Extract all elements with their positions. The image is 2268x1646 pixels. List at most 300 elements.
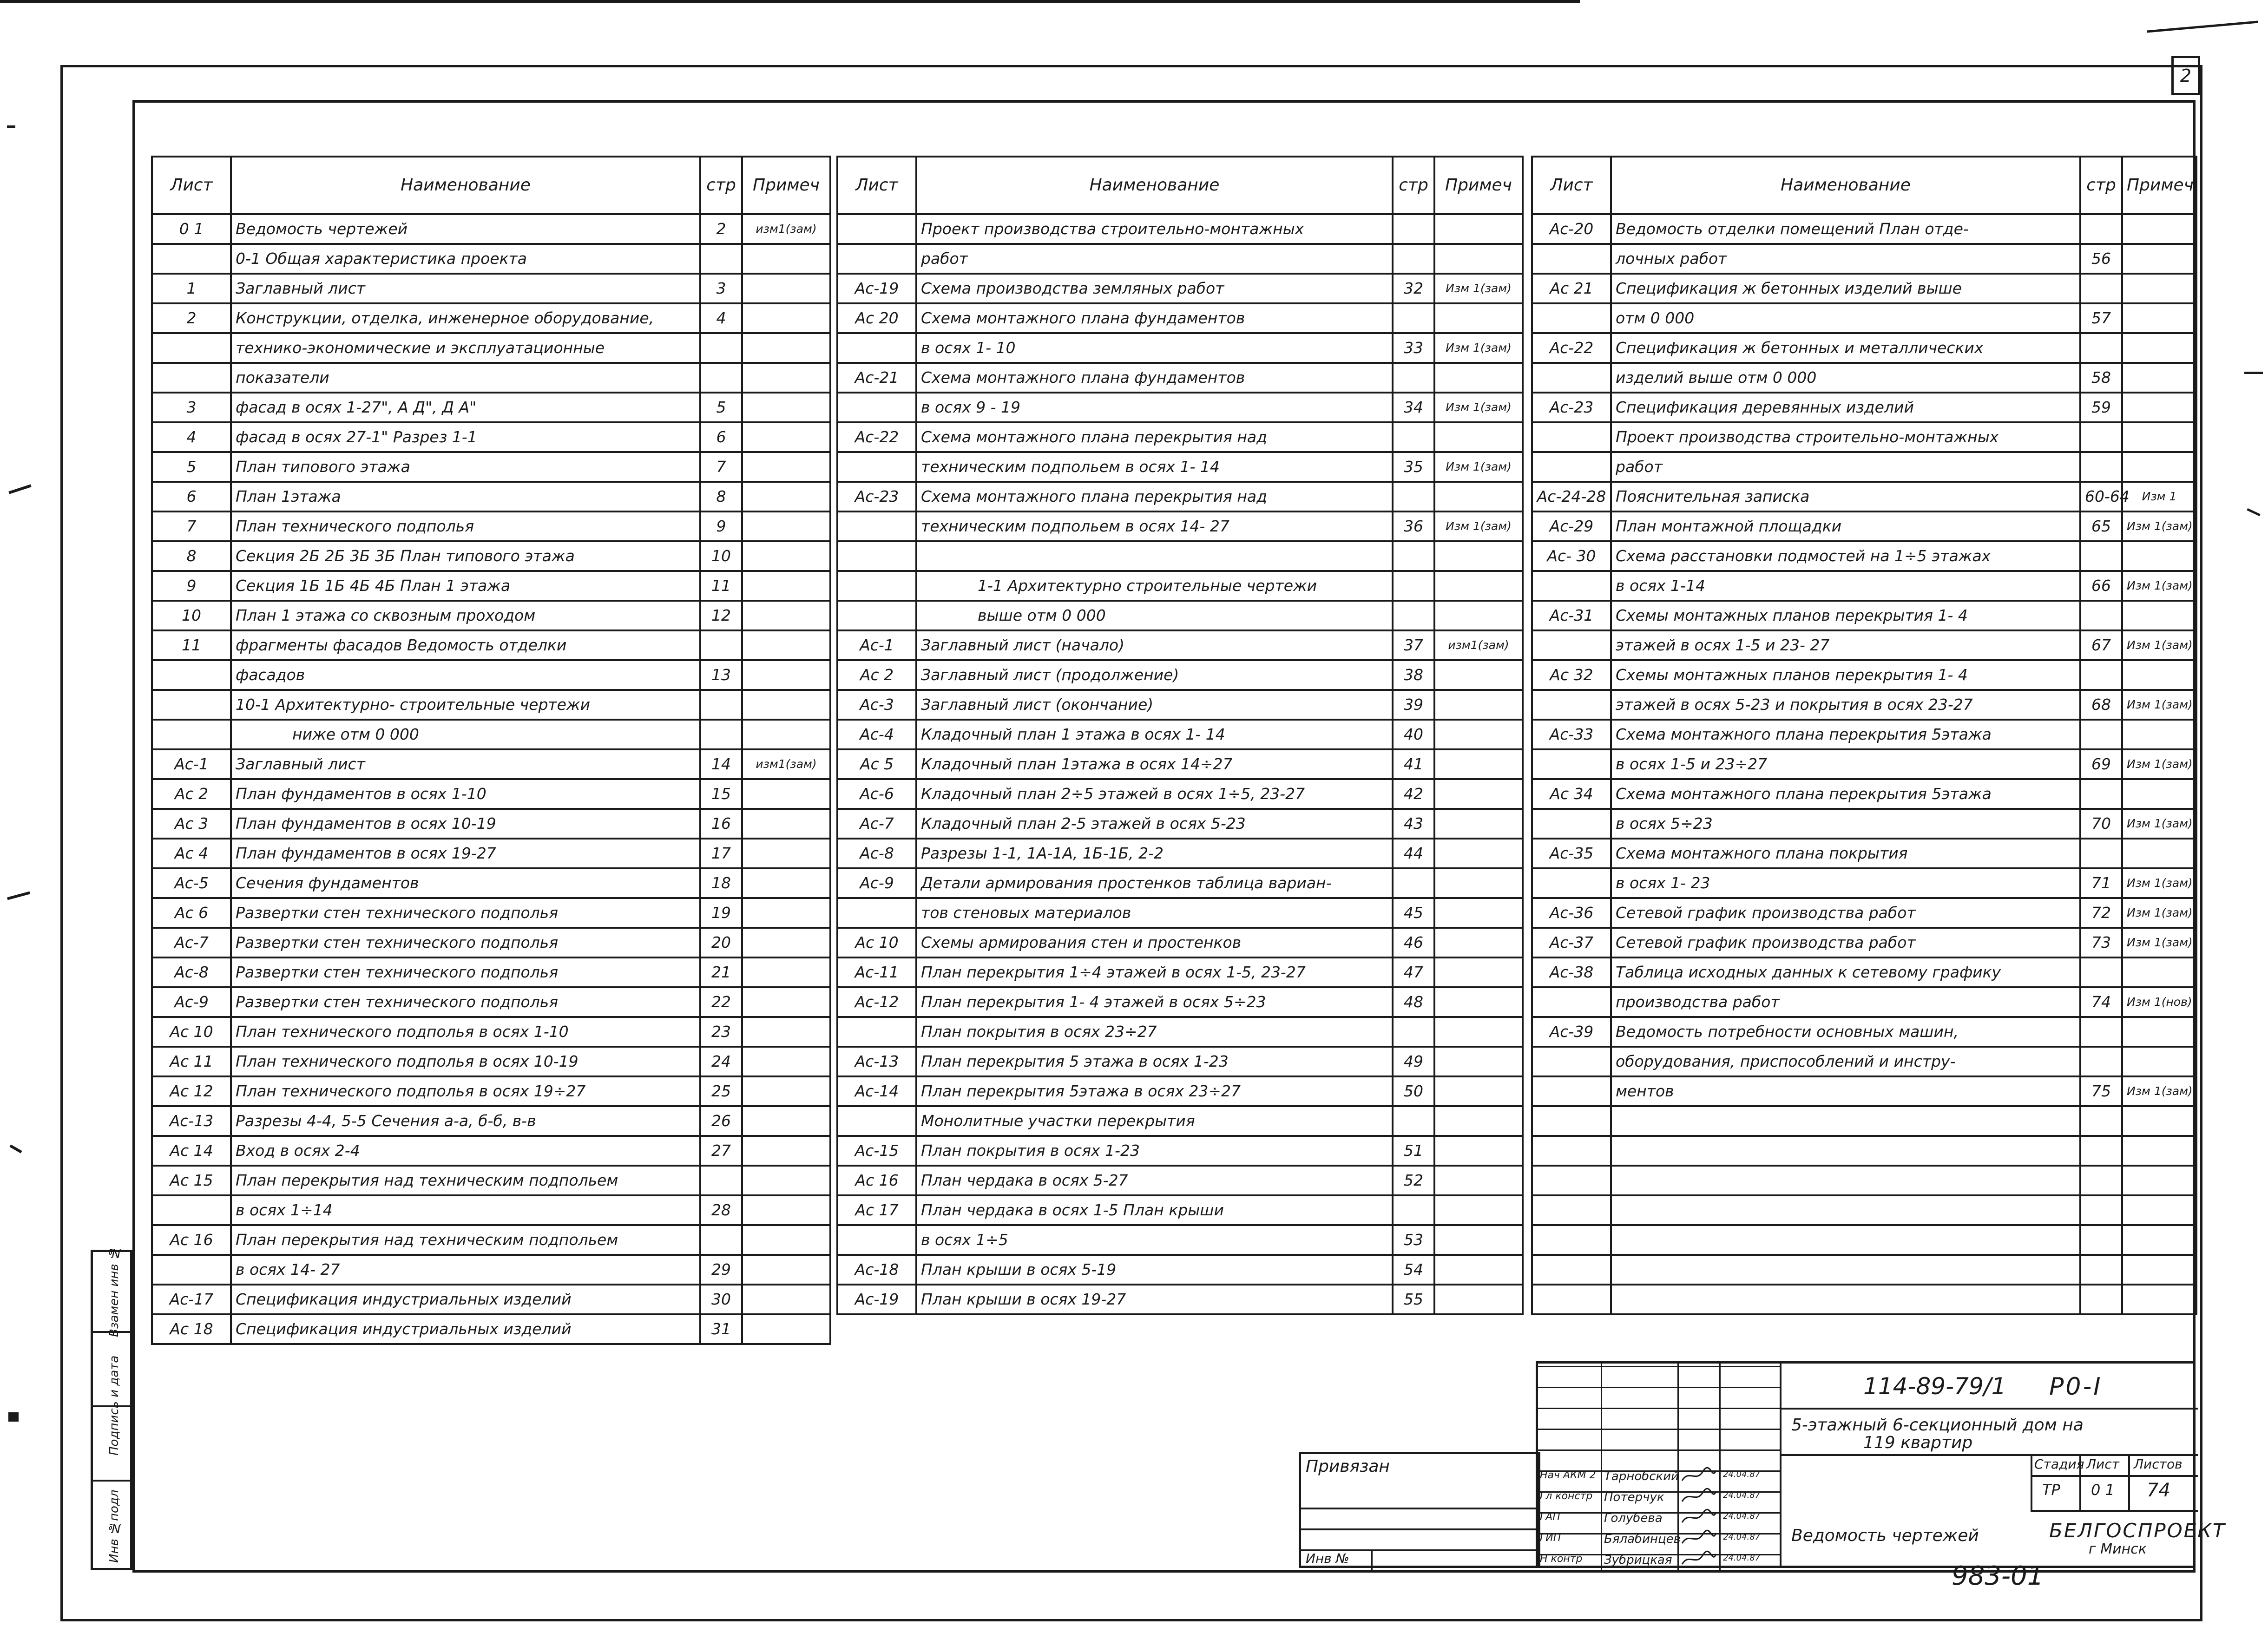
sheet-name-cell: План чердака в осях 1-5 План крыши [916, 1195, 1393, 1225]
sheet-number-cell: Ас-6 [837, 779, 916, 809]
page-number-cell [2080, 839, 2122, 868]
page-number-cell [2080, 660, 2122, 690]
sheet-name-cell: Кладочный план 2÷5 этажей в осях 1÷5, 23-27 [916, 779, 1393, 809]
table-row [152, 868, 830, 898]
sheet-label: Лист [2086, 1456, 2119, 1472]
page-number-cell: 59 [2080, 393, 2122, 422]
page-number-cell: 56 [2080, 244, 2122, 274]
scan-mark-left-1 [7, 125, 15, 128]
page-number-cell: 74 [2080, 987, 2122, 1017]
sheet-name-cell: ментов [1611, 1076, 2080, 1106]
page-number-cell: 28 [700, 1195, 742, 1225]
header-sheet: Лист [152, 157, 231, 214]
sheet-name-cell: План типового этажа [231, 452, 700, 482]
sheet-name-cell: работ [916, 244, 1393, 274]
sheet-name-cell: Схема монтажного плана перекрытия над [916, 422, 1393, 452]
note-cell [742, 303, 830, 333]
note-cell [742, 809, 830, 839]
sheet-name-cell: План технического подполья в осях 1-10 [231, 1017, 700, 1047]
binding-strip [91, 1246, 132, 1570]
sheet-number-cell: Ас 10 [152, 1017, 231, 1047]
sheet-number-cell: Ас 21 [1532, 274, 1611, 303]
note-cell: Изм 1 [2122, 482, 2196, 512]
sheet-name-cell: План крыши в осях 5-19 [916, 1255, 1393, 1285]
inv-no-label: Инв № [1306, 1551, 1349, 1566]
scan-mark-left-4 [9, 1144, 22, 1153]
header-page: стр [2080, 157, 2122, 214]
note-cell [742, 779, 830, 809]
note-cell [742, 363, 830, 393]
sheet-name-cell: План перекрытия 1÷4 этажей в осях 1-5, 23-27 [916, 957, 1393, 987]
table-row [152, 214, 830, 244]
sheet-name-cell: План технического подполья в осях 10-19 [231, 1047, 700, 1076]
sheet-name-cell: Развертки стен технического подполья [231, 957, 700, 987]
sheet-number-cell: Ас-19 [837, 274, 916, 303]
table-row [152, 928, 830, 957]
table-row [152, 482, 830, 512]
sheet-number-cell: Ас 3 [152, 809, 231, 839]
sheet-name-cell: Проект производства строительно-монтажных [1611, 422, 2080, 452]
note-cell [1434, 720, 1523, 749]
page-number-cell [2080, 1166, 2122, 1195]
sheet-name-cell: в осях 14- 27 [231, 1255, 700, 1285]
sheet-name-cell: Монолитные участки перекрытия [916, 1106, 1393, 1136]
note-cell [1434, 1255, 1523, 1285]
sheet-name-cell [1611, 1106, 2080, 1136]
title-block [1536, 1361, 2226, 1568]
note-cell [742, 720, 830, 749]
page-number-cell [700, 720, 742, 749]
sheet-number-cell [152, 333, 231, 363]
grid-line [2031, 1454, 2032, 1510]
table-row [837, 839, 1523, 868]
page-number-cell: 54 [1393, 1255, 1434, 1285]
sheet-name-cell: Сечения фундаментов [231, 868, 700, 898]
page-number-cell: 70 [2080, 809, 2122, 839]
grid-line [2031, 1475, 2198, 1477]
table-row [837, 422, 1523, 452]
sheet-name-cell: План технического подполья в осях 19÷27 [231, 1076, 700, 1106]
privyazan-label: Привязан [1306, 1457, 1390, 1476]
sheet-name-cell: План фундаментов в осях 19-27 [231, 839, 700, 868]
table-row [152, 957, 830, 987]
table-row [1532, 1136, 2196, 1166]
table-row [1532, 928, 2196, 957]
sheet-name-cell: Пояснительная записка [1611, 482, 2080, 512]
note-cell [2122, 1166, 2196, 1195]
sheet-number-cell [1532, 749, 1611, 779]
sheet-name-cell: План крыши в осях 19-27 [916, 1285, 1393, 1314]
note-cell: Изм 1(зам) [2122, 928, 2196, 957]
table-row [1532, 601, 2196, 630]
sheet-number-cell: Ас 15 [152, 1166, 231, 1195]
page-number-cell: 35 [1393, 452, 1434, 482]
page-number-cell: 29 [700, 1255, 742, 1285]
sheet-name-cell: Развертки стен технического подполья [231, 898, 700, 928]
sheet-number-cell: Ас 11 [152, 1047, 231, 1076]
table-row [837, 244, 1523, 274]
page-number-cell [1393, 482, 1434, 512]
sheet-name-cell: Схема монтажного плана перекрытия 5этажа [1611, 720, 2080, 749]
project-title-line-1: 5-этажный 6-секционный дом на [1791, 1416, 2084, 1435]
sheet-number-cell: Ас-38 [1532, 957, 1611, 987]
table-row [152, 244, 830, 274]
page-number-cell [1393, 303, 1434, 333]
page-number-cell [1393, 244, 1434, 274]
table-row [837, 1195, 1523, 1225]
table-row [152, 660, 830, 690]
sheet-number-cell: 0 1 [152, 214, 231, 244]
sheet-name-cell: Развертки стен технического подполья [231, 928, 700, 957]
table-row [152, 1136, 830, 1166]
sheet-name-cell [1611, 1166, 2080, 1195]
table-row [152, 630, 830, 660]
sheet-name-cell: Спецификация индустриальных изделий [231, 1285, 700, 1314]
drawings-table-3 [1531, 156, 2197, 1315]
sheet-number-cell [837, 601, 916, 630]
sheet-name-cell: План чердака в осях 5-27 [916, 1166, 1393, 1195]
note-cell [2122, 1136, 2196, 1166]
signer-role: ГАП [1540, 1511, 1560, 1523]
note-cell [742, 422, 830, 452]
table-row [837, 1017, 1523, 1047]
note-cell [2122, 393, 2196, 422]
note-cell [1434, 1195, 1523, 1225]
table-row [1532, 839, 2196, 868]
project-title-line-2: 119 квартир [1863, 1433, 1973, 1452]
note-cell [2122, 303, 2196, 333]
page-number-cell: 47 [1393, 957, 1434, 987]
note-cell [742, 452, 830, 482]
signer-name: Тарнобский [1604, 1469, 1679, 1483]
drawings-table-1 [151, 156, 831, 1345]
note-cell [742, 393, 830, 422]
sheet-number-cell [1532, 809, 1611, 839]
note-cell [2122, 422, 2196, 452]
note-cell [2122, 452, 2196, 482]
header-page: стр [700, 157, 742, 214]
table-row [837, 1076, 1523, 1106]
grid-line [1719, 1364, 1721, 1570]
table-row [837, 303, 1523, 333]
table-row [152, 1106, 830, 1136]
page-number-cell: 46 [1393, 928, 1434, 957]
table-row [152, 452, 830, 482]
grid-line [2031, 1510, 2198, 1512]
sheet-number-cell: 11 [152, 630, 231, 660]
page-number-cell: 9 [700, 512, 742, 541]
sheet-number-cell: Ас-17 [152, 1285, 231, 1314]
page-number-cell: 20 [700, 928, 742, 957]
sheet-name-cell: Спецификация ж бетонных и металлических [1611, 333, 2080, 363]
note-cell: Изм 1(зам) [2122, 868, 2196, 898]
page-number-cell: 38 [1393, 660, 1434, 690]
grid-line [1538, 1449, 1780, 1451]
note-cell: Изм 1(зам) [2122, 809, 2196, 839]
note-cell [742, 839, 830, 868]
sheet-number-cell: Ас-21 [837, 363, 916, 393]
header-sheet: Лист [1532, 157, 1611, 214]
note-cell [1434, 422, 1523, 452]
table-row [837, 987, 1523, 1017]
signer-date: 24.04.87 [1723, 1532, 1761, 1542]
table-row [152, 303, 830, 333]
note-cell [742, 274, 830, 303]
page-number-cell [1393, 601, 1434, 630]
grid-line [1601, 1364, 1602, 1570]
table-row [152, 1314, 830, 1344]
page-number-cell [1393, 1017, 1434, 1047]
sheet-name-cell: в осях 1- 10 [916, 333, 1393, 363]
note-cell [742, 928, 830, 957]
page-number-cell [700, 630, 742, 660]
sheet-name-cell: техническим подпольем в осях 14- 27 [916, 512, 1393, 541]
sheet-number-cell [837, 541, 916, 571]
page-number-cell [2080, 1047, 2122, 1076]
table-header-row [837, 157, 1523, 214]
page-number-cell: 34 [1393, 393, 1434, 422]
sheet-name-cell [1611, 1136, 2080, 1166]
page-number-cell: 22 [700, 987, 742, 1017]
page-number-cell: 72 [2080, 898, 2122, 928]
note-cell: изм1(зам) [742, 214, 830, 244]
page-number-cell [2080, 214, 2122, 244]
signer-name: Зубрицкая [1604, 1553, 1672, 1567]
note-cell: Изм 1(зам) [2122, 749, 2196, 779]
page-number-cell: 75 [2080, 1076, 2122, 1106]
sheet-name-cell: Кладочный план 2-5 этажей в осях 5-23 [916, 809, 1393, 839]
note-cell [1434, 1285, 1523, 1314]
page-number-cell [2080, 957, 2122, 987]
page-number-cell: 48 [1393, 987, 1434, 1017]
sheet-name-cell: План перекрытия 1- 4 этажей в осях 5÷23 [916, 987, 1393, 1017]
page-number-cell: 10 [700, 541, 742, 571]
sheet-name-cell: в осях 1- 23 [1611, 868, 2080, 898]
page-number-cell: 26 [700, 1106, 742, 1136]
sheet-name-cell: Заглавный лист [231, 274, 700, 303]
table-row [1532, 482, 2196, 512]
page-number-cell [2080, 1195, 2122, 1225]
page-number-cell: 33 [1393, 333, 1434, 363]
sheet-number-cell: Ас 16 [837, 1166, 916, 1195]
page-number-cell [2080, 452, 2122, 482]
sheet-number-cell: 1 [152, 274, 231, 303]
page-number-cell: 71 [2080, 868, 2122, 898]
grid-line [1301, 1508, 1538, 1509]
sheet-number-cell [837, 393, 916, 422]
sheet-name-cell: Схема монтажного плана фундаментов [916, 303, 1393, 333]
note-cell [742, 957, 830, 987]
page-number-cell [700, 1225, 742, 1255]
grid-line [1538, 1408, 1780, 1409]
sheet-name-cell: выше отм 0 000 [916, 601, 1393, 630]
page-number-cell [1393, 214, 1434, 244]
sheet-number-cell: Ас-23 [837, 482, 916, 512]
sheet-name-cell: Схемы армирования стен и простенков [916, 928, 1393, 957]
table-row [1532, 214, 2196, 244]
grid-line [1538, 1387, 1780, 1388]
note-cell [1434, 749, 1523, 779]
page-number-cell: 27 [700, 1136, 742, 1166]
sheet-number-cell: Ас-22 [837, 422, 916, 452]
sheet-number-cell [837, 214, 916, 244]
sheet-number-cell: Ас-18 [837, 1255, 916, 1285]
sheet-number-cell: Ас-4 [837, 720, 916, 749]
sheet-name-cell: Спецификация деревянных изделий [1611, 393, 2080, 422]
page-number-cell [2080, 1136, 2122, 1166]
sheet-name-cell: техническим подпольем в осях 1- 14 [916, 452, 1393, 482]
sheet-name-cell: фрагменты фасадов Ведомость отделки [231, 630, 700, 660]
note-cell [1434, 957, 1523, 987]
note-cell [2122, 720, 2196, 749]
sheet-name-cell: Схема монтажного плана перекрытия 5этажа [1611, 779, 2080, 809]
page-number-cell [2080, 1225, 2122, 1255]
page-number-cell [1393, 571, 1434, 601]
sheet-name-cell: План перекрытия над техническим подпольем [231, 1166, 700, 1195]
signer-role: Нач АКМ 2 [1540, 1469, 1596, 1481]
signer-role: Гл констр [1540, 1490, 1593, 1502]
sheet-number-cell: Ас-5 [152, 868, 231, 898]
note-cell [1434, 660, 1523, 690]
sheet-number-cell [837, 452, 916, 482]
sheet-number-cell: Ас 20 [837, 303, 916, 333]
table-row [1532, 1255, 2196, 1285]
note-cell [1434, 1225, 1523, 1255]
note-cell: Изм 1(зам) [2122, 898, 2196, 928]
table-row [837, 601, 1523, 630]
table-row [152, 720, 830, 749]
signature-scribble [1680, 1529, 1717, 1550]
sheet-number-cell: Ас-12 [837, 987, 916, 1017]
table-row [152, 363, 830, 393]
note-cell: Изм 1(зам) [1434, 393, 1523, 422]
page-number-cell: 25 [700, 1076, 742, 1106]
table-row [837, 512, 1523, 541]
note-cell [742, 1225, 830, 1255]
sheet-number-cell [152, 660, 231, 690]
note-cell [2122, 1255, 2196, 1285]
table-row [837, 928, 1523, 957]
sheet-number-cell [837, 333, 916, 363]
sheet-number-cell: Ас-31 [1532, 601, 1611, 630]
sheet-name-cell [1611, 1255, 2080, 1285]
note-cell [742, 1136, 830, 1166]
sheet-name-cell: Заглавный лист (окончание) [916, 690, 1393, 720]
stage-value: ТР [2042, 1481, 2060, 1499]
table-row [152, 1285, 830, 1314]
page-number-cell: 8 [700, 482, 742, 512]
table-row [1532, 1166, 2196, 1195]
page-number-cell: 31 [700, 1314, 742, 1344]
sheet-number-cell: Ас 34 [1532, 779, 1611, 809]
page-number-cell: 6 [700, 422, 742, 452]
organization-city: г Минск [2089, 1541, 2147, 1557]
page-number-cell: 2 [700, 214, 742, 244]
sheet-number-cell [1532, 244, 1611, 274]
page-number-cell: 4 [700, 303, 742, 333]
page-number-cell [700, 333, 742, 363]
note-cell [742, 660, 830, 690]
organization-name: БЕЛГОСПРОЕКТ [2049, 1519, 2226, 1542]
sheet-number-cell: Ас 18 [152, 1314, 231, 1344]
sheet-name-cell: План монтажной площадки [1611, 512, 2080, 541]
page-number-cell: 40 [1393, 720, 1434, 749]
archive-code: 983-01 [1952, 1561, 2044, 1591]
table-row [152, 274, 830, 303]
page-number-cell: 14 [700, 749, 742, 779]
grid-line [1371, 1549, 1373, 1570]
sheet-name-cell: Развертки стен технического подполья [231, 987, 700, 1017]
sheet-name-cell: Ведомость чертежей [231, 214, 700, 244]
table-row [1532, 333, 2196, 363]
page-number-cell: 7 [700, 452, 742, 482]
note-cell [742, 541, 830, 571]
table-row [1532, 987, 2196, 1017]
sheet-number-cell [1532, 690, 1611, 720]
sheet-number-cell [837, 571, 916, 601]
signature-scribble [1680, 1508, 1717, 1529]
page-number-cell: 32 [1393, 274, 1434, 303]
sheet-number-cell [1532, 363, 1611, 393]
sheet-name-cell: Схема монтажного плана покрытия [1611, 839, 2080, 868]
note-cell [1434, 1136, 1523, 1166]
sheet-name-cell: Секция 1Б 1Б 4Б 4Б План 1 этажа [231, 571, 700, 601]
table-row [152, 987, 830, 1017]
note-cell [2122, 1225, 2196, 1255]
sheet-name-cell [1611, 1225, 2080, 1255]
binding-cell-divider [93, 1331, 130, 1333]
sheet-number-cell: Ас-11 [837, 957, 916, 987]
note-cell [1434, 1017, 1523, 1047]
table-row [1532, 1047, 2196, 1076]
sheet-number-cell [152, 1195, 231, 1225]
document-code: 114-89-79/1 [1863, 1373, 2006, 1400]
sheets-label: Листов [2134, 1456, 2183, 1472]
note-cell [742, 482, 830, 512]
sheet-number-cell [152, 720, 231, 749]
sheet-name-cell: План перекрытия над техническим подпольем [231, 1225, 700, 1255]
note-cell [1434, 571, 1523, 601]
sheet-number-cell: Ас-8 [837, 839, 916, 868]
table-row [837, 660, 1523, 690]
note-cell [1434, 1047, 1523, 1076]
signer-name: Бялабинцев [1604, 1532, 1681, 1546]
sheet-name-cell: 0-1 Общая характеристика проекта [231, 244, 700, 274]
page-number-cell [700, 363, 742, 393]
note-cell [742, 868, 830, 898]
sheet-name-cell: Схемы монтажных планов перекрытия 1- 4 [1611, 660, 2080, 690]
sheet-name-cell: 10-1 Архитектурно- строительные чертежи [231, 690, 700, 720]
sheet-number-cell: Ас-9 [152, 987, 231, 1017]
page-number-cell [1393, 541, 1434, 571]
note-cell [2122, 1195, 2196, 1225]
sheet-number-cell: 9 [152, 571, 231, 601]
table-row [1532, 779, 2196, 809]
header-name: Наименование [1611, 157, 2080, 214]
table-row [837, 452, 1523, 482]
page-number-cell: 41 [1393, 749, 1434, 779]
table-row [152, 1195, 830, 1225]
signer-role: Н контр [1540, 1553, 1583, 1565]
page-number-cell [700, 244, 742, 274]
table-row [1532, 541, 2196, 571]
table-row [1532, 1017, 2196, 1047]
table-row [837, 690, 1523, 720]
page-number-cell [2080, 274, 2122, 303]
note-cell: Изм 1(зам) [2122, 1076, 2196, 1106]
note-cell [1434, 987, 1523, 1017]
note-cell [1434, 898, 1523, 928]
